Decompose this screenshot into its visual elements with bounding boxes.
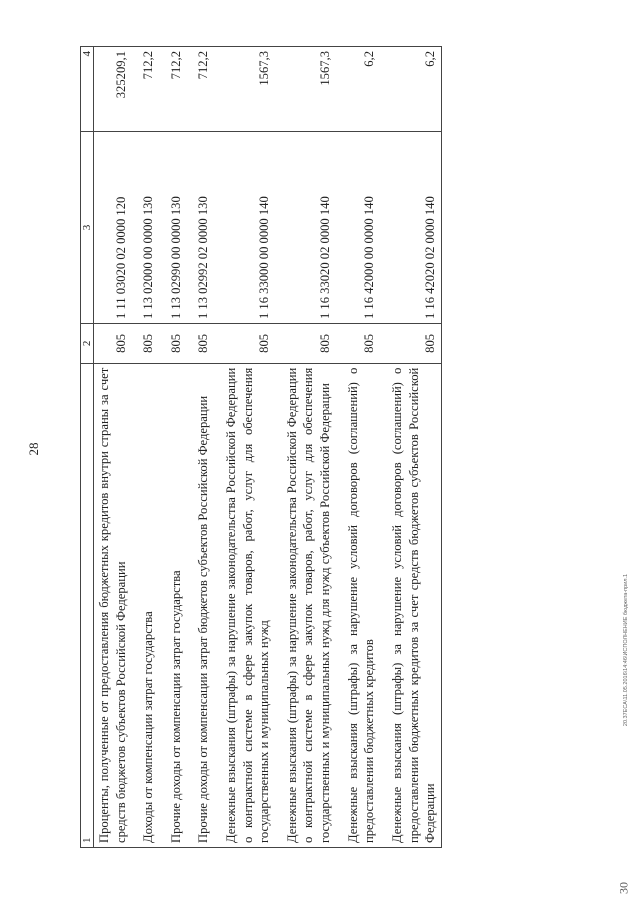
row-amount: 712,2 bbox=[168, 51, 183, 80]
row-name: Денежные взыскания (штрафы) за нарушение условий договоров (соглашений) о предоставлении бюджетных кредитов bbox=[336, 363, 380, 847]
row-amount: 325209,1 bbox=[113, 51, 128, 99]
row-name: Денежные взыскания (штрафы) за нарушение условий договоров (соглашений) о предоставлении бюджетных кредитов за счет средств бюджетов субъектов Российской Федерации bbox=[380, 363, 441, 847]
row-name: Прочие доходы от компенсации затрат государства bbox=[159, 363, 187, 847]
row-name: Денежные взыскания (штрафы) за нарушение законодательства Российской Федерации о контрактной системе в сфере закупок товаров, работ, услуг для обеспечения государственных и муниципальных нужд для нужд субъектов Российской Федерации bbox=[275, 363, 336, 847]
row-classification-code: 1 13 02992 02 0000 130 bbox=[186, 131, 214, 323]
row-name: Проценты, полученные от предоставления бюджетных кредитов внутри страны за счет средств бюджетов субъектов Российской Федерации bbox=[94, 363, 132, 847]
row-name: Доходы от компенсации затрат государства bbox=[131, 363, 159, 847]
table-row bbox=[336, 47, 380, 848]
row-admin-code: 805 bbox=[131, 324, 159, 364]
header-col-3: 3 bbox=[81, 131, 94, 323]
row-classification-code: 1 13 02990 00 0000 130 bbox=[159, 131, 187, 323]
row-amount: 712,2 bbox=[196, 51, 211, 80]
row-admin-code: 805 bbox=[186, 324, 214, 364]
row-amount: 6,2 bbox=[423, 51, 438, 67]
row-amount: 6,2 bbox=[362, 51, 377, 67]
table-row bbox=[159, 47, 187, 848]
row-admin-code: 805 bbox=[380, 324, 441, 364]
corner-page-number: 30 bbox=[616, 882, 631, 894]
row-admin-code: 805 bbox=[214, 324, 275, 364]
table-row bbox=[186, 47, 214, 848]
budget-table-container bbox=[80, 46, 610, 848]
table-row bbox=[380, 47, 441, 848]
table-row bbox=[214, 47, 275, 848]
rotated-table-layer bbox=[80, 46, 610, 848]
budget-revenue-table bbox=[80, 46, 442, 848]
header-col-1: 1 bbox=[81, 363, 94, 847]
row-amount: 712,2 bbox=[141, 51, 156, 80]
row-classification-code: 1 11 03020 02 0000 120 bbox=[94, 131, 132, 323]
table-row bbox=[94, 47, 132, 848]
row-classification-code: 1 16 42020 02 0000 140 bbox=[380, 131, 441, 323]
header-col-4: 4 bbox=[81, 47, 94, 132]
header-col-2: 2 bbox=[81, 324, 94, 364]
row-admin-code: 805 bbox=[159, 324, 187, 364]
table-row bbox=[275, 47, 336, 848]
row-classification-code: 1 16 42000 00 0000 140 bbox=[336, 131, 380, 323]
row-amount: 1567,3 bbox=[257, 51, 272, 86]
table-row bbox=[131, 47, 159, 848]
row-admin-code: 805 bbox=[275, 324, 336, 364]
row-name: Денежные взыскания (штрафы) за нарушение законодательства Российской Федерации о контрактной системе в сфере закупок товаров, работ, услуг для обеспечения государственных и муниципальных нужд bbox=[214, 363, 275, 847]
page-number: 28 bbox=[26, 442, 41, 456]
table-header-row bbox=[81, 47, 94, 848]
footer-file-code: 20.37ECA\11.05.2016\14:46\ИСПОЛНЕНИЕ бюджета-прил.1 bbox=[623, 573, 629, 727]
row-classification-code: 1 13 02000 00 0000 130 bbox=[131, 131, 159, 323]
row-name: Прочие доходы от компенсации затрат бюджетов субъектов Российской Федерации bbox=[186, 363, 214, 847]
row-classification-code: 1 16 33000 00 0000 140 bbox=[214, 131, 275, 323]
row-classification-code: 1 16 33020 02 0000 140 bbox=[275, 131, 336, 323]
row-admin-code: 805 bbox=[336, 324, 380, 364]
row-admin-code: 805 bbox=[94, 324, 132, 364]
row-amount: 1567,3 bbox=[318, 51, 333, 86]
